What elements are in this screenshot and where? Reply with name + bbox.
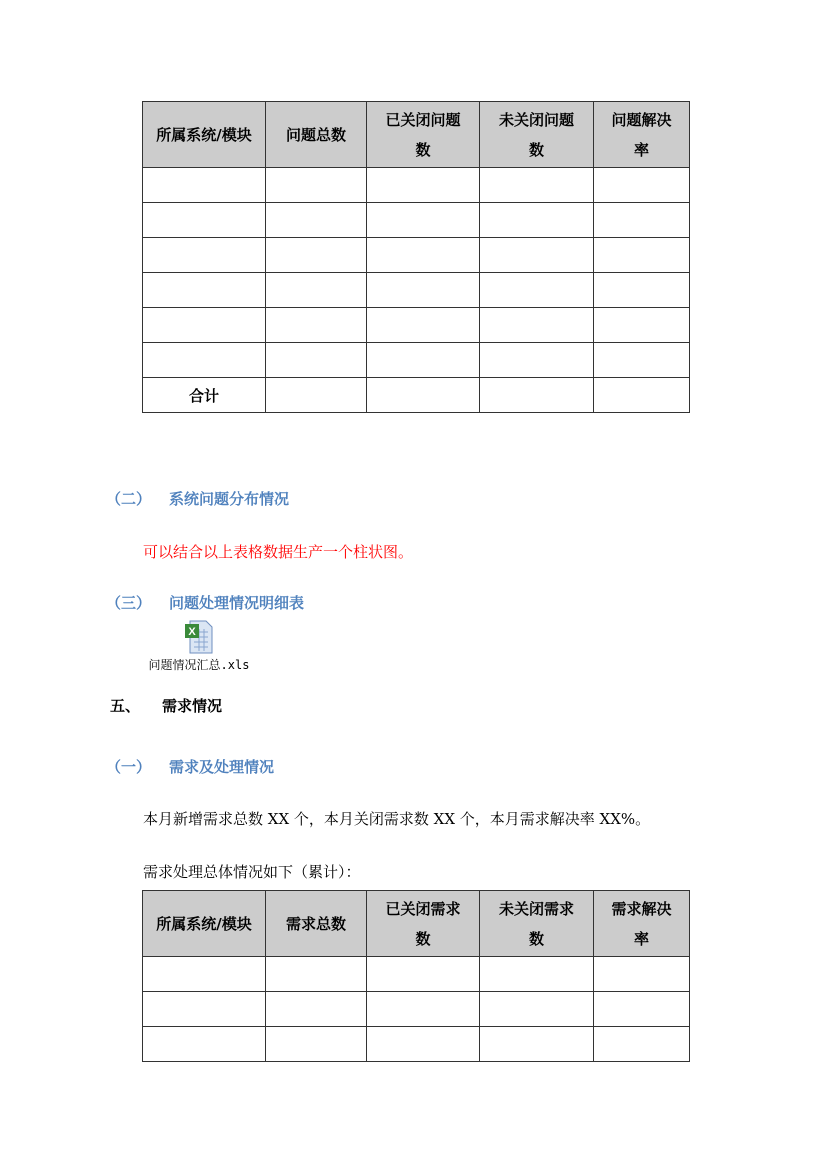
table-cell [594, 957, 690, 992]
table-cell [594, 308, 690, 343]
table-cell [143, 168, 266, 203]
table-cell [367, 992, 480, 1027]
table-cell [480, 1027, 594, 1062]
table-header-row [143, 102, 690, 168]
header-cell: 已关闭问题数 [367, 102, 480, 168]
header-cell: 所属系统/模块 [143, 891, 266, 957]
table-cell [266, 238, 367, 273]
section-heading: （一） 需求及处理情况 [106, 758, 275, 776]
table-cell [367, 238, 480, 273]
table-header-row [143, 891, 690, 957]
note-text: 可以结合以上表格数据生产一个柱状图。 [143, 543, 414, 561]
table-row [143, 957, 690, 992]
table-cell [480, 308, 594, 343]
issue-summary-table [142, 101, 690, 413]
table-cell [480, 273, 594, 308]
table-row [143, 1027, 690, 1062]
table-row [143, 168, 690, 203]
header-cell: 需求解决率 [594, 891, 690, 957]
table-cell [367, 308, 480, 343]
table-row [143, 343, 690, 378]
table-cell [266, 273, 367, 308]
section-heading: （二） 系统问题分布情况 [106, 490, 290, 508]
table-cell [367, 1027, 480, 1062]
requirement-summary-table [142, 890, 690, 1062]
table-cell [480, 343, 594, 378]
table-row [143, 273, 690, 308]
attachment-xls[interactable] [144, 620, 254, 673]
table-cell [594, 273, 690, 308]
table-cell [480, 238, 594, 273]
header-cell: 问题总数 [266, 102, 367, 168]
table-cell [143, 308, 266, 343]
table-cell [594, 238, 690, 273]
table-cell [266, 203, 367, 238]
table-cell [143, 273, 266, 308]
table-cell [594, 1027, 690, 1062]
header-cell: 未关闭问题数 [480, 102, 594, 168]
paragraph: 需求处理总体情况如下（累计）： [143, 863, 361, 881]
header-cell: 所属系统/模块 [143, 102, 266, 168]
table-row [143, 238, 690, 273]
table-cell [480, 992, 594, 1027]
header-cell: 已关闭需求数 [367, 891, 480, 957]
section-heading: 五、 需求情况 [110, 697, 223, 715]
table-row [143, 992, 690, 1027]
header-cell: 问题解决率 [594, 102, 690, 168]
table-cell [143, 203, 266, 238]
table-row [143, 203, 690, 238]
svg-text:X: X [188, 626, 196, 638]
table-cell [480, 957, 594, 992]
table-cell [367, 203, 480, 238]
header-cell: 未关闭需求数 [480, 891, 594, 957]
attachment-filename: 问题情况汇总.xls [148, 658, 250, 672]
table-cell [266, 1027, 367, 1062]
table-cell [367, 957, 480, 992]
table-cell [480, 203, 594, 238]
section-heading: （三） 问题处理情况明细表 [106, 594, 305, 612]
table-row [143, 308, 690, 343]
table-cell [266, 308, 367, 343]
table-cell [266, 168, 367, 203]
table-cell [266, 992, 367, 1027]
total-label: 合计 [143, 378, 266, 413]
table-cell [594, 992, 690, 1027]
table-cell [594, 343, 690, 378]
table-cell [480, 168, 594, 203]
header-cell: 需求总数 [266, 891, 367, 957]
paragraph: 本月新增需求总数 XX 个，本月关闭需求数 XX 个，本月需求解决率 XX%。 [143, 810, 651, 828]
table-cell [143, 957, 266, 992]
table-cell [143, 343, 266, 378]
table-cell [266, 957, 367, 992]
excel-file-icon [184, 620, 214, 654]
table-cell [266, 343, 367, 378]
table-cell [367, 168, 480, 203]
table-cell [143, 238, 266, 273]
table-cell [143, 1027, 266, 1062]
table-cell [367, 273, 480, 308]
table-cell [367, 343, 480, 378]
table-cell [143, 992, 266, 1027]
table-cell [594, 203, 690, 238]
table-cell [594, 168, 690, 203]
total-row [143, 378, 690, 413]
